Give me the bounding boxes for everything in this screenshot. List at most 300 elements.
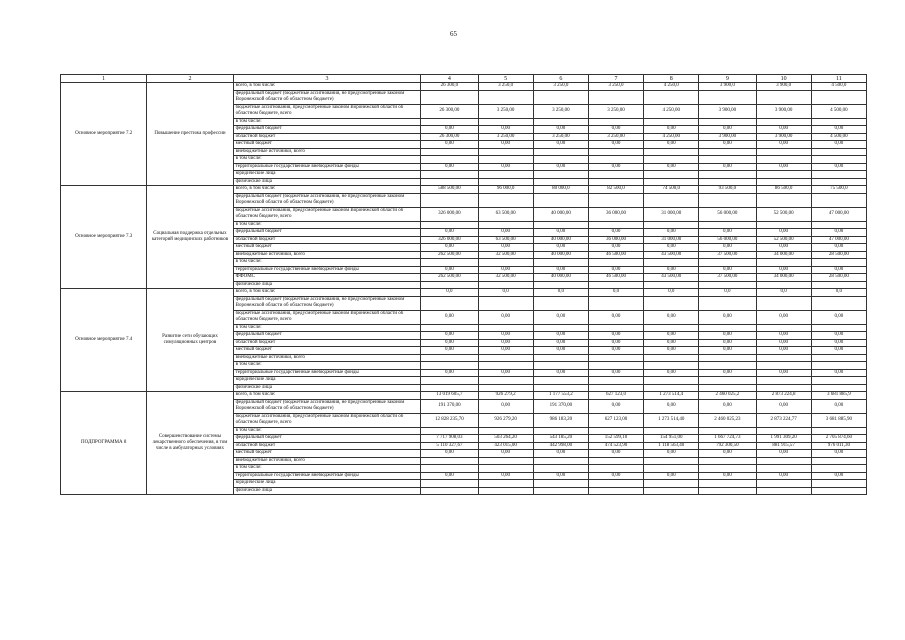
page-number: 65 (450, 30, 457, 38)
value-cell: 0,0 (421, 289, 478, 297)
value-cell: 976 011,30 (811, 442, 866, 450)
value-cell: 0,00 (478, 126, 533, 134)
value-cell: 0,00 (533, 266, 588, 274)
value-cell: 28 500,00 (811, 251, 866, 259)
value-cell (478, 193, 533, 207)
value-cell (421, 148, 478, 156)
value-cell (588, 427, 643, 435)
value-cell (478, 480, 533, 488)
value-cell (811, 296, 866, 310)
block-name: Основное мероприятие 7.3 (61, 186, 147, 289)
value-cell (644, 156, 699, 164)
block-name: ПОДПРОГРАММА 8 (61, 392, 147, 495)
value-cell (478, 259, 533, 267)
value-cell (699, 156, 756, 164)
funding-source-label: областной бюджет (233, 236, 421, 244)
column-header: 5 (478, 75, 533, 83)
value-cell: 93 500,0 (699, 186, 756, 194)
value-cell: 0,00 (421, 332, 478, 340)
value-cell (421, 90, 478, 104)
value-cell: 0,00 (811, 244, 866, 252)
block-title: Совершенствование системы лекарственного обеспечения, в том числе в амбулаторных условиях (147, 392, 233, 495)
value-cell (421, 384, 478, 392)
value-cell: 63 500,00 (478, 236, 533, 244)
block-title: Повышение престижа профессии (147, 83, 233, 186)
column-header: 11 (811, 75, 866, 83)
column-header: 2 (147, 75, 233, 83)
value-cell: 543 185,20 (533, 435, 588, 443)
value-cell (756, 427, 811, 435)
funding-source-label: территориальные государственные внебюджетные фонды (233, 163, 421, 171)
value-cell (478, 281, 533, 289)
value-cell: 0,00 (533, 126, 588, 134)
block-name: Основное мероприятие 7.4 (61, 289, 147, 392)
value-cell (588, 487, 643, 495)
value-cell: 262 500,00 (421, 274, 478, 282)
value-cell (699, 480, 756, 488)
value-cell (421, 171, 478, 179)
value-cell (533, 487, 588, 495)
value-cell: 627 123,00 (588, 413, 643, 427)
funding-source-label: федеральный бюджет (бюджетные ассигнования, не предусмотренные законом Воронежской области об областном бюджете) (233, 399, 421, 413)
column-header: 1 (61, 75, 147, 83)
value-cell: 0,00 (478, 450, 533, 458)
value-cell (533, 480, 588, 488)
value-cell: 0,0 (756, 289, 811, 297)
value-cell (699, 487, 756, 495)
value-cell: 627 123,0 (588, 392, 643, 400)
value-cell: 0,00 (588, 141, 643, 149)
value-cell (421, 487, 478, 495)
value-cell: 28 500,00 (811, 274, 866, 282)
value-cell: 0,00 (478, 244, 533, 252)
value-cell (811, 377, 866, 385)
value-cell (756, 457, 811, 465)
value-cell (478, 427, 533, 435)
value-cell: 0,00 (756, 369, 811, 377)
value-cell: 0,00 (421, 229, 478, 237)
value-cell: 31 000,00 (644, 236, 699, 244)
value-cell (699, 377, 756, 385)
funding-source-label: местный бюджет (233, 244, 421, 252)
value-cell: 0,00 (533, 310, 588, 324)
value-cell: 75 500,0 (811, 186, 866, 194)
value-cell (699, 324, 756, 332)
value-cell: 46 500,00 (588, 251, 643, 259)
value-cell: 792 300,50 (699, 442, 756, 450)
value-cell: 4 250,0 (644, 83, 699, 91)
column-header: 7 (588, 75, 643, 83)
value-cell (533, 296, 588, 310)
value-cell: 0,00 (699, 229, 756, 237)
value-cell: 474 523,90 (588, 442, 643, 450)
value-cell: 52 500,00 (756, 207, 811, 221)
value-cell: 152 599,10 (588, 435, 643, 443)
funding-source-label: территориальные государственные внебюджетные фонды (233, 369, 421, 377)
value-cell (478, 465, 533, 473)
value-cell: 588 500,00 (421, 186, 478, 194)
value-cell: 1 273 514,40 (644, 413, 699, 427)
value-cell (644, 377, 699, 385)
value-cell: 4 250,00 (644, 133, 699, 141)
value-cell: 0,00 (811, 347, 866, 355)
value-cell (588, 148, 643, 156)
funding-source-label: в том числе: (233, 362, 421, 370)
value-cell: 34 000,00 (756, 274, 811, 282)
value-cell: 0,00 (644, 126, 699, 134)
funding-source-label: физические лица (233, 281, 421, 289)
value-cell (699, 427, 756, 435)
value-cell: 40 000,00 (533, 274, 588, 282)
value-cell: 0,00 (756, 163, 811, 171)
value-cell (588, 156, 643, 164)
value-cell: 3 900,00 (756, 133, 811, 141)
funding-source-label: бюджетные ассигнования, предусмотренные законом Воронежской области об областном бюджете, всего (233, 310, 421, 324)
value-cell (811, 487, 866, 495)
value-cell (811, 465, 866, 473)
funding-source-label: бюджетные ассигнования, предусмотренные законом Воронежской области об областном бюджете, всего (233, 413, 421, 427)
value-cell: 0,00 (699, 339, 756, 347)
column-header: 10 (756, 75, 811, 83)
value-cell: 0,00 (756, 310, 811, 324)
value-cell (421, 362, 478, 370)
value-cell: 423 015,00 (478, 442, 533, 450)
value-cell (588, 465, 643, 473)
value-cell (533, 384, 588, 392)
value-cell (644, 178, 699, 186)
value-cell: 0,00 (644, 347, 699, 355)
value-cell (699, 193, 756, 207)
value-cell: 2 460 025,2 (699, 392, 756, 400)
value-cell: 63 500,00 (478, 207, 533, 221)
value-cell (533, 465, 588, 473)
value-cell (644, 487, 699, 495)
value-cell: 0,00 (533, 141, 588, 149)
value-cell (756, 178, 811, 186)
value-cell: 0,00 (756, 126, 811, 134)
value-cell: 56 000,00 (699, 207, 756, 221)
value-cell: 0,00 (588, 472, 643, 480)
value-cell (533, 221, 588, 229)
funding-source-label: территориальные государственные внебюджетные фонды (233, 472, 421, 480)
value-cell (533, 427, 588, 435)
value-cell: 4 250,00 (644, 104, 699, 118)
funding-source-label: федеральный бюджет (233, 435, 421, 443)
value-cell: 3 900,0 (756, 83, 811, 91)
value-cell (533, 281, 588, 289)
value-cell (699, 465, 756, 473)
value-cell: 0,00 (421, 141, 478, 149)
value-cell: 0,00 (699, 141, 756, 149)
block-name: Основное мероприятие 7.2 (61, 83, 147, 186)
value-cell: 3 250,00 (533, 133, 588, 141)
value-cell (478, 148, 533, 156)
value-cell (421, 259, 478, 267)
value-cell (699, 221, 756, 229)
value-cell (811, 178, 866, 186)
value-cell: 4 500,0 (811, 83, 866, 91)
value-cell (756, 354, 811, 362)
value-cell: 1 177 553,2 (533, 392, 588, 400)
value-cell (644, 171, 699, 179)
value-cell (533, 193, 588, 207)
funding-source-label: физические лица (233, 384, 421, 392)
value-cell: 26 300,00 (421, 104, 478, 118)
value-cell (756, 324, 811, 332)
value-cell: 0,00 (644, 339, 699, 347)
value-cell: 0,00 (756, 347, 811, 355)
value-cell: 0,00 (478, 339, 533, 347)
value-cell (811, 324, 866, 332)
value-cell: 3 900,00 (756, 104, 811, 118)
value-cell: 0,00 (421, 347, 478, 355)
value-cell: 0,00 (533, 347, 588, 355)
value-cell: 986 183,20 (533, 413, 588, 427)
value-cell: 0,00 (478, 141, 533, 149)
value-cell (421, 193, 478, 207)
column-header: 4 (421, 75, 478, 83)
value-cell (756, 90, 811, 104)
value-cell (421, 354, 478, 362)
value-cell: 0,00 (478, 310, 533, 324)
value-cell: 0,00 (811, 163, 866, 171)
value-cell (533, 171, 588, 179)
value-cell (478, 296, 533, 310)
value-cell (478, 457, 533, 465)
value-cell: 80 000,0 (533, 186, 588, 194)
value-cell: 0,00 (588, 332, 643, 340)
value-cell: 0,00 (588, 369, 643, 377)
value-cell (478, 178, 533, 186)
funding-source-label: внебюджетные источники, всего (233, 354, 421, 362)
value-cell (644, 362, 699, 370)
value-cell: 0,00 (588, 229, 643, 237)
value-cell (756, 377, 811, 385)
value-cell: 46 500,00 (588, 274, 643, 282)
value-cell: 0,0 (588, 289, 643, 297)
value-cell: 3 250,0 (478, 83, 533, 91)
funding-source-label: ФФОМС (233, 274, 421, 282)
value-cell: 0,00 (699, 126, 756, 134)
block-title: Развитие сети обучающих симуляционных центров (147, 289, 233, 392)
value-cell (644, 480, 699, 488)
value-cell: 0,00 (588, 126, 643, 134)
value-cell: 26 300,0 (421, 83, 478, 91)
value-cell: 326 000,00 (421, 236, 478, 244)
funding-source-label: в том числе: (233, 259, 421, 267)
value-cell: 0,00 (421, 244, 478, 252)
value-cell: 0,00 (588, 310, 643, 324)
value-cell: 0,00 (699, 163, 756, 171)
value-cell: 0,00 (756, 472, 811, 480)
value-cell: 0,00 (756, 244, 811, 252)
funding-source-label: в том числе: (233, 118, 421, 126)
value-cell: 0,00 (811, 332, 866, 340)
value-cell: 0,00 (756, 141, 811, 149)
value-cell (756, 281, 811, 289)
header-row (61, 75, 867, 83)
value-cell: 47 000,00 (811, 207, 866, 221)
value-cell (588, 221, 643, 229)
value-cell (756, 296, 811, 310)
value-cell: 0,00 (811, 369, 866, 377)
value-cell: 2 873 224,8 (756, 392, 811, 400)
funding-source-label: физические лица (233, 178, 421, 186)
funding-source-label: в том числе: (233, 465, 421, 473)
value-cell (644, 354, 699, 362)
value-cell: 0,0 (811, 289, 866, 297)
value-cell (533, 178, 588, 186)
funding-source-label: бюджетные ассигнования, предусмотренные законом Воронежской области об областном бюджете, всего (233, 207, 421, 221)
value-cell (811, 118, 866, 126)
value-cell (478, 384, 533, 392)
value-cell: 3 250,00 (478, 133, 533, 141)
value-cell: 0,0 (533, 289, 588, 297)
value-cell: 326 000,00 (421, 207, 478, 221)
value-cell: 0,00 (421, 126, 478, 134)
funding-source-label: федеральный бюджет (233, 332, 421, 340)
value-cell (756, 156, 811, 164)
value-cell: 3 250,00 (588, 104, 643, 118)
value-cell (478, 221, 533, 229)
funding-source-label: федеральный бюджет (бюджетные ассигнования, не предусмотренные законом Воронежской области об областном бюджете) (233, 296, 421, 310)
value-cell: 74 500,0 (644, 186, 699, 194)
value-cell (811, 221, 866, 229)
value-cell (644, 90, 699, 104)
value-cell: 0,00 (478, 266, 533, 274)
value-cell (811, 480, 866, 488)
value-cell: 0,00 (533, 244, 588, 252)
funding-source-label: местный бюджет (233, 141, 421, 149)
value-cell: 3 250,00 (533, 104, 588, 118)
budget-table (60, 74, 867, 495)
value-cell: 0,00 (644, 310, 699, 324)
value-cell: 5 110 327,67 (421, 442, 478, 450)
value-cell (533, 259, 588, 267)
value-cell: 0,00 (699, 310, 756, 324)
value-cell: 2 873 224,77 (756, 413, 811, 427)
value-cell (478, 362, 533, 370)
value-cell (811, 281, 866, 289)
value-cell: 0,00 (644, 266, 699, 274)
value-cell (644, 427, 699, 435)
value-cell: 31 000,00 (644, 207, 699, 221)
value-cell (533, 362, 588, 370)
value-cell (533, 324, 588, 332)
funding-source-label: всего, в том числе: (233, 392, 421, 400)
value-cell: 0,0 (478, 289, 533, 297)
value-cell: 86 500,0 (756, 186, 811, 194)
value-cell (811, 156, 866, 164)
value-cell (421, 296, 478, 310)
value-cell (533, 156, 588, 164)
value-cell (478, 487, 533, 495)
value-cell (421, 221, 478, 229)
value-cell (699, 384, 756, 392)
funding-source-label: местный бюджет (233, 347, 421, 355)
value-cell: 191 370,00 (533, 399, 588, 413)
value-cell (478, 354, 533, 362)
value-cell: 1 991 309,20 (756, 435, 811, 443)
value-cell: 262 500,00 (421, 251, 478, 259)
value-cell: 7 717 908,03 (421, 435, 478, 443)
value-cell (644, 296, 699, 310)
value-cell: 0,00 (421, 339, 478, 347)
value-cell (756, 465, 811, 473)
value-cell: 0,00 (478, 332, 533, 340)
value-cell (421, 324, 478, 332)
value-cell: 0,00 (421, 369, 478, 377)
value-cell (588, 457, 643, 465)
funding-source-label: внебюджетные источники, всего (233, 148, 421, 156)
value-cell: 0,00 (533, 339, 588, 347)
value-cell (588, 178, 643, 186)
value-cell: 0,00 (533, 163, 588, 171)
value-cell: 3 900,0 (699, 83, 756, 91)
funding-source-label: бюджетные ассигнования, предусмотренные законом Воронежской области об областном бюджете, всего (233, 104, 421, 118)
value-cell: 0,00 (644, 399, 699, 413)
table-row (61, 289, 867, 297)
value-cell: 0,00 (478, 369, 533, 377)
value-cell: 0,0 (644, 289, 699, 297)
block-title: Социальная поддержка отдельных категорий медицинских работников (147, 186, 233, 289)
value-cell (644, 118, 699, 126)
funding-source-label: областной бюджет (233, 442, 421, 450)
value-cell (811, 384, 866, 392)
value-cell (421, 178, 478, 186)
value-cell (811, 171, 866, 179)
value-cell: 3 900,00 (699, 104, 756, 118)
table-row (61, 83, 867, 91)
value-cell (644, 281, 699, 289)
funding-source-label: всего, в том числе: (233, 289, 421, 297)
funding-source-label: юридические лица (233, 377, 421, 385)
value-cell: 0,00 (756, 450, 811, 458)
value-cell (811, 259, 866, 267)
value-cell: 82 500,0 (588, 186, 643, 194)
value-cell: 0,00 (699, 369, 756, 377)
value-cell (811, 148, 866, 156)
value-cell (699, 281, 756, 289)
value-cell (588, 281, 643, 289)
funding-source-label: юридические лица (233, 171, 421, 179)
value-cell: 0,00 (811, 450, 866, 458)
value-cell: 36 000,00 (588, 207, 643, 221)
value-cell (588, 377, 643, 385)
funding-source-label: территориальные государственные внебюджетные фонды (233, 266, 421, 274)
funding-source-label: физические лица (233, 487, 421, 495)
value-cell: 56 000,00 (699, 236, 756, 244)
value-cell (756, 384, 811, 392)
value-cell (421, 457, 478, 465)
value-cell (478, 171, 533, 179)
value-cell: 0,00 (478, 163, 533, 171)
column-header: 9 (699, 75, 756, 83)
value-cell: 0,00 (421, 450, 478, 458)
value-cell: 3 250,00 (478, 104, 533, 118)
value-cell (588, 296, 643, 310)
value-cell: 36 000,00 (588, 236, 643, 244)
value-cell (756, 259, 811, 267)
table-row (61, 392, 867, 400)
value-cell (421, 480, 478, 488)
value-cell (756, 171, 811, 179)
value-cell (811, 457, 866, 465)
value-cell: 191 370,00 (421, 399, 478, 413)
value-cell: 0,00 (421, 310, 478, 324)
funding-source-label: всего, в том числе: (233, 83, 421, 91)
value-cell: 37 500,00 (699, 251, 756, 259)
